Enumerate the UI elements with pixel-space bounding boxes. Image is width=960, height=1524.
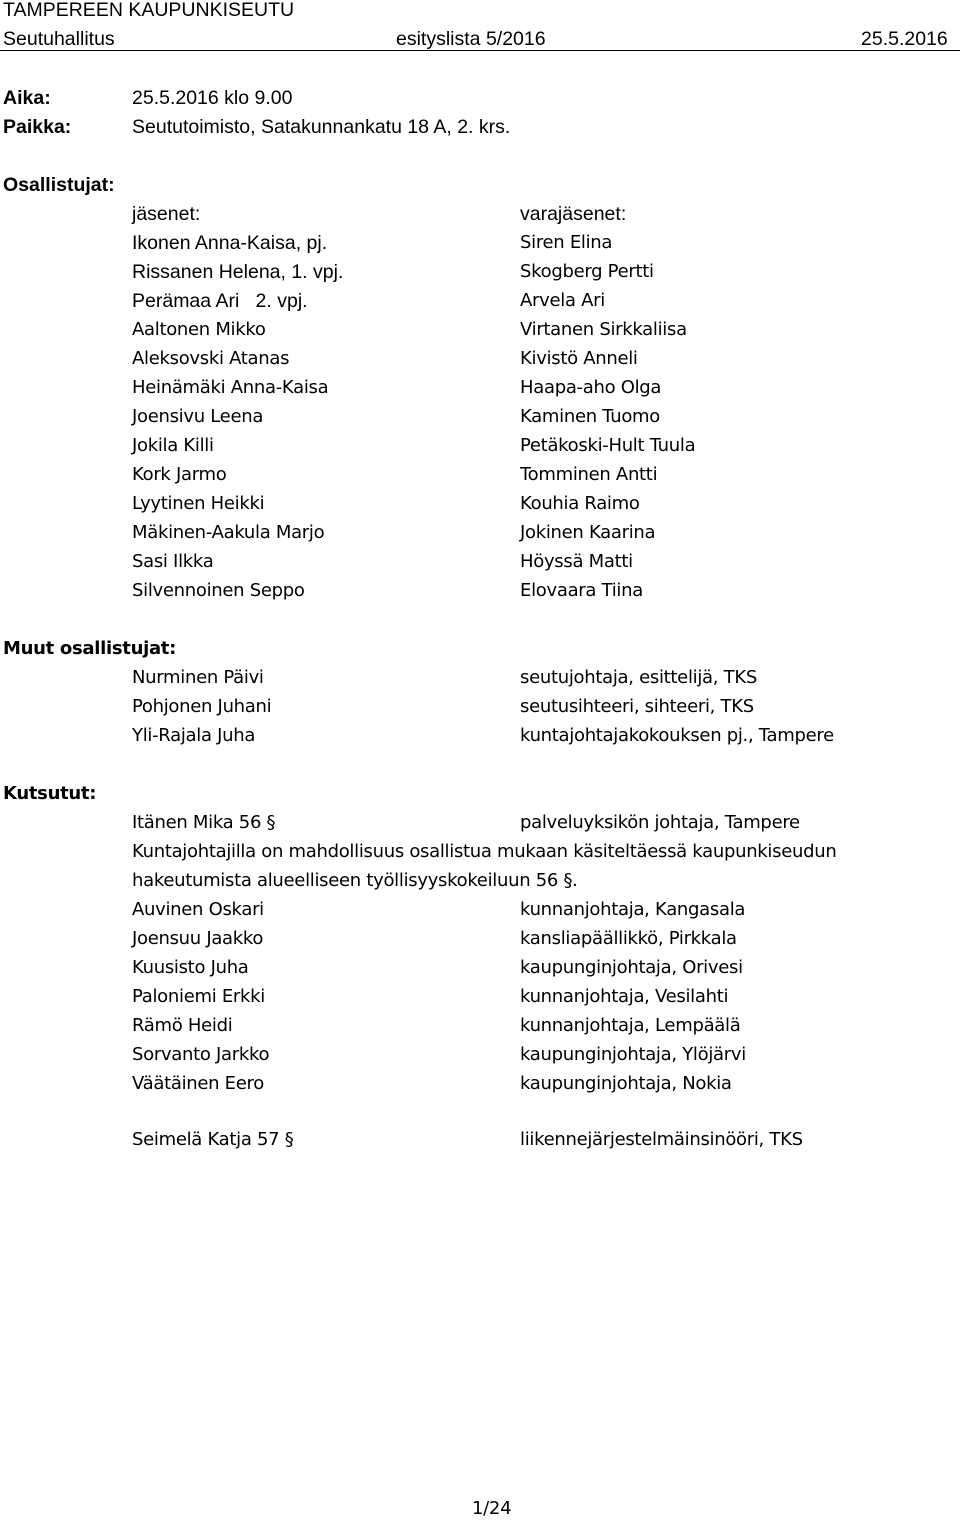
participants-label: Osallistujat:: [3, 174, 115, 196]
invited-note-line: hakeutumista alueelliseen työllisyyskokeiluun 56 §.: [132, 870, 578, 891]
member-item: Jokila Killi: [132, 435, 214, 456]
deputy-item: Elovaara Tiina: [520, 580, 643, 601]
invited-role: kunnanjohtaja, Vesilahti: [520, 986, 729, 1007]
invited-note-line: Kuntajohtajilla on mahdollisuus osallistua mukaan käsiteltäessä kaupunkiseudun: [132, 841, 837, 862]
header-date: 25.5.2016: [861, 28, 948, 50]
invited-role: kunnanjohtaja, Kangasala: [520, 899, 746, 920]
deputy-item: Arvela Ari: [520, 290, 605, 311]
invited-name: Väätäinen Eero: [132, 1073, 264, 1094]
invited-name: Joensuu Jaakko: [132, 928, 264, 949]
member-item: Kork Jarmo: [132, 464, 227, 485]
deputy-item: Kivistö Anneli: [520, 348, 638, 369]
other-participant-role: seutujohtaja, esittelijä, TKS: [520, 667, 757, 688]
deputy-item: Haapa-aho Olga: [520, 377, 662, 398]
other-participant-role: seutusihteeri, sihteeri, TKS: [520, 696, 754, 717]
page-number: 1/24: [472, 1498, 512, 1519]
organization-name: TAMPEREEN KAUPUNKISEUTU: [3, 0, 295, 21]
invited-name: Itänen Mika 56 §: [132, 812, 276, 833]
member-item: Heinämäki Anna-Kaisa: [132, 377, 329, 398]
member-item: Lyytinen Heikki: [132, 493, 265, 514]
other-participant-name: Nurminen Päivi: [132, 667, 264, 688]
deputy-item: Kaminen Tuomo: [520, 406, 660, 427]
member-item: Perämaa Ari 2. vpj.: [132, 290, 308, 312]
invited-label: Kutsutut:: [3, 783, 97, 804]
deputy-item: Tomminen Antti: [520, 464, 658, 485]
deputy-item: Höyssä Matti: [520, 551, 633, 572]
deputy-item: Kouhia Raimo: [520, 493, 640, 514]
other-participant-name: Pohjonen Juhani: [132, 696, 272, 717]
member-item: Rissanen Helena, 1. vpj.: [132, 261, 344, 283]
deputy-item: Skogberg Pertti: [520, 261, 654, 282]
invited-role: liikennejärjestelmäinsinööri, TKS: [520, 1129, 803, 1150]
place-value: Seututoimisto, Satakunnankatu 18 A, 2. krs.: [132, 116, 511, 138]
invited-name: Sorvanto Jarkko: [132, 1044, 270, 1065]
member-item: Joensivu Leena: [132, 406, 264, 427]
invited-name: Seimelä Katja 57 §: [132, 1129, 294, 1150]
other-participants-label: Muut osallistujat:: [3, 638, 177, 659]
member-item: Silvennoinen Seppo: [132, 580, 305, 601]
document-type: esityslista 5/2016: [396, 28, 546, 50]
invited-role: kaupunginjohtaja, Ylöjärvi: [520, 1044, 746, 1065]
time-value: 25.5.2016 klo 9.00: [132, 87, 293, 109]
members-header: jäsenet:: [132, 203, 201, 225]
invited-role: palveluyksikön johtaja, Tampere: [520, 812, 800, 833]
invited-name: Auvinen Oskari: [132, 899, 264, 920]
member-item: Aleksovski Atanas: [132, 348, 290, 369]
invited-role: kaupunginjohtaja, Orivesi: [520, 957, 743, 978]
deputies-header: varajäsenet:: [520, 203, 627, 225]
place-label: Paikka:: [3, 116, 72, 138]
invited-name: Rämö Heidi: [132, 1015, 233, 1036]
invited-role: kansliapäällikkö, Pirkkala: [520, 928, 737, 949]
invited-name: Paloniemi Erkki: [132, 986, 265, 1007]
header-divider: [0, 50, 960, 51]
member-item: Aaltonen Mikko: [132, 319, 266, 340]
other-participant-name: Yli-Rajala Juha: [132, 725, 256, 746]
other-participant-role: kuntajohtajakokouksen pj., Tampere: [520, 725, 834, 746]
deputy-item: Siren Elina: [520, 232, 613, 253]
invited-role: kaupunginjohtaja, Nokia: [520, 1073, 732, 1094]
time-label: Aika:: [3, 87, 51, 109]
deputy-item: Jokinen Kaarina: [520, 522, 656, 543]
body-name: Seutuhallitus: [3, 28, 115, 50]
member-item: Mäkinen-Aakula Marjo: [132, 522, 325, 543]
deputy-item: Virtanen Sirkkaliisa: [520, 319, 687, 340]
member-item: Sasi Ilkka: [132, 551, 214, 572]
invited-role: kunnanjohtaja, Lempäälä: [520, 1015, 741, 1036]
member-item: Ikonen Anna-Kaisa, pj.: [132, 232, 328, 254]
invited-name: Kuusisto Juha: [132, 957, 249, 978]
deputy-item: Petäkoski-Hult Tuula: [520, 435, 696, 456]
